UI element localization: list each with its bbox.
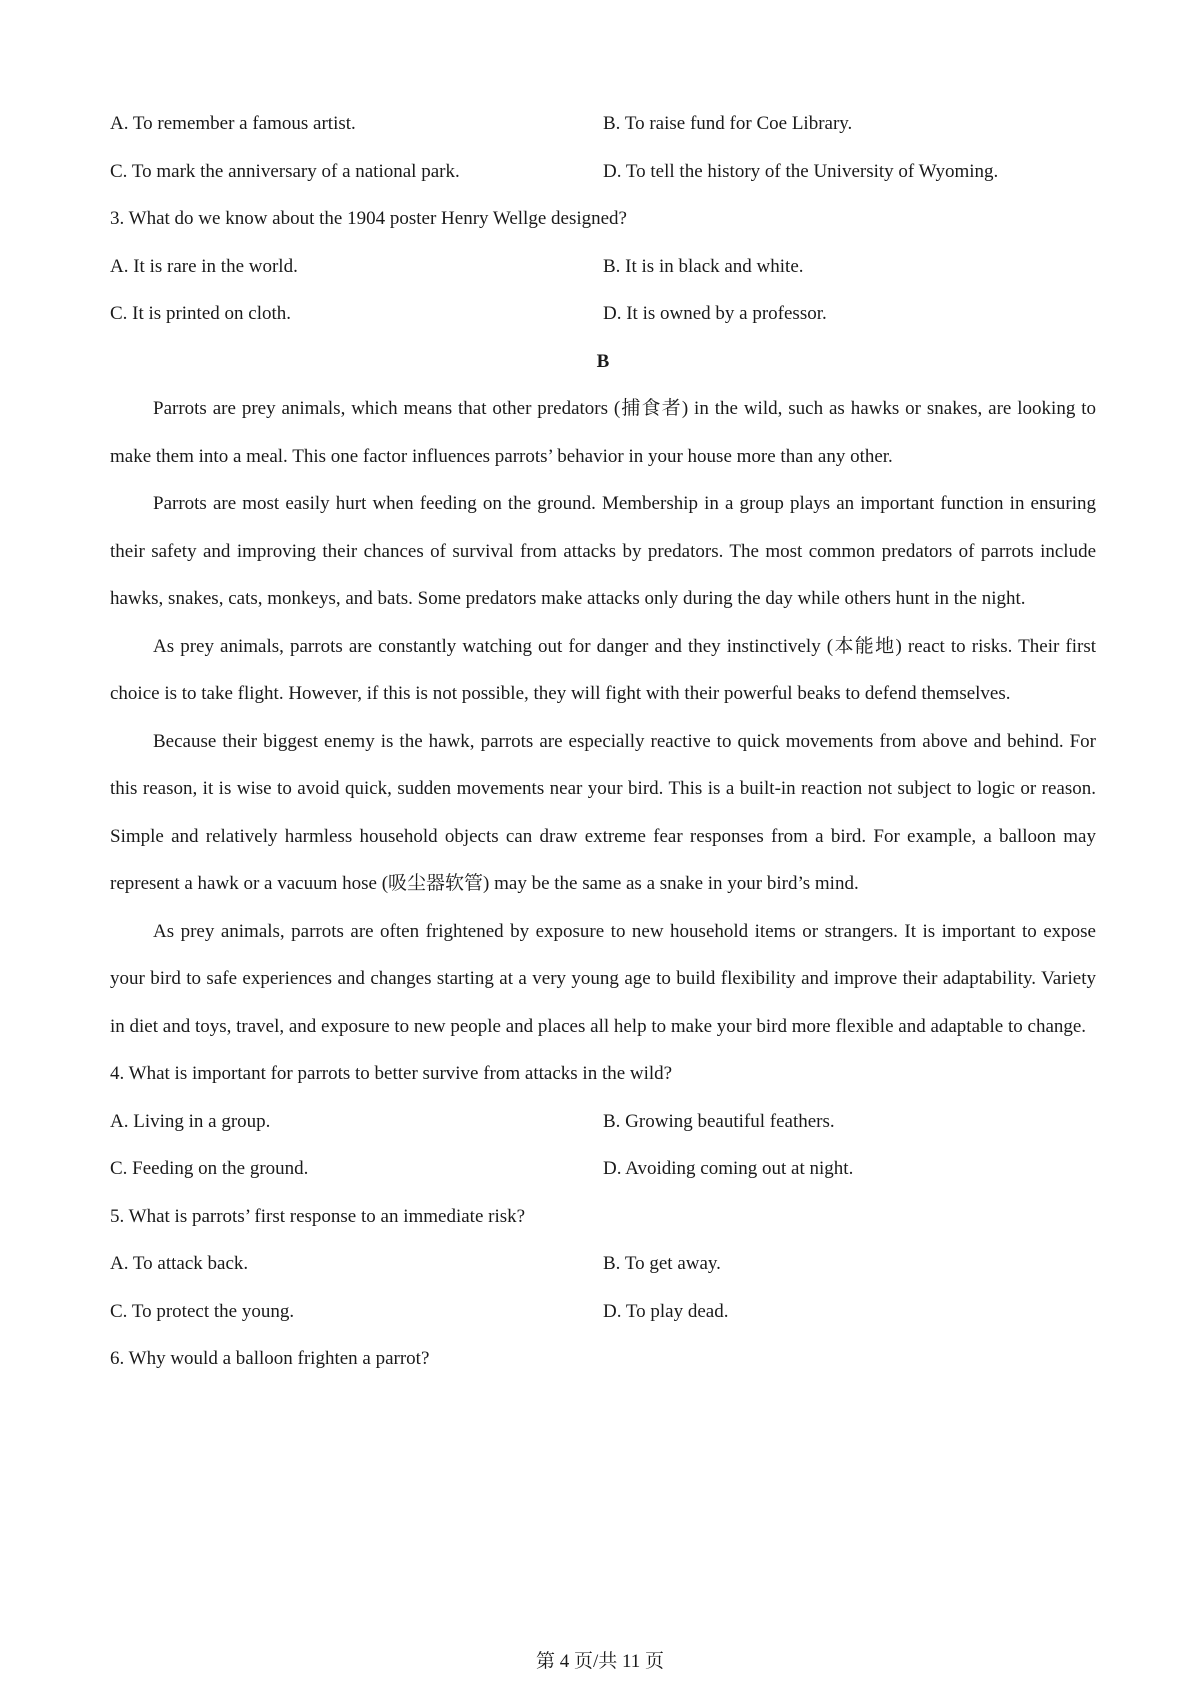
exam-page xyxy=(110,100,1096,1383)
q4-question: 4. What is important for parrots to better survive from attacks in the wild? xyxy=(110,1063,673,1084)
q3-option-a: A. It is rare in the world. xyxy=(110,255,298,277)
q5-question: 5. What is parrots’ first response to an immediate risk? xyxy=(110,1205,526,1227)
page-number-footer: 第 4 页/共 11 页 xyxy=(535,1651,665,1672)
passage-paragraph-2: Parrots are most easily hurt when feeding on the ground. Membership in a group plays an important function in ensuring their safety and improving their chances of survival from attacks by predators. The most common predators of parrots include hawks, snakes, cats, monkeys, and bats. Some predators make attacks only during the day while others hunt in the night. xyxy=(110,493,1096,609)
q2-options-row-2 xyxy=(110,148,1096,196)
q4-options-row-1 xyxy=(110,1098,1096,1146)
q5-options-row-2 xyxy=(110,1288,1096,1336)
q3-option-c: C. It is printed on cloth. xyxy=(110,303,292,324)
q2-option-c: C. To mark the anniversary of a national park. xyxy=(110,160,460,182)
passage-paragraph-4: Because their biggest enemy is the hawk, parrots are especially reactive to quick movements from above and behind. For this reason, it is wise to avoid quick, sudden movements near your bird. This is a built-in reaction not subject to logic or reason. Simple and relatively harmless household objects can draw extreme fear responses from a bird. For example, a balloon may represent a hawk or a vacuum hose (吸尘器软管) may be the same as a snake in your bird’s mind. xyxy=(110,730,1096,894)
q4-option-b: B. Growing beautiful feathers. xyxy=(603,1110,835,1132)
q2-option-d: D. To tell the history of the University of Wyoming. xyxy=(603,160,999,182)
q5-option-b: B. To get away. xyxy=(603,1253,721,1274)
passage-paragraph-3: As prey animals, parrots are constantly watching out for danger and they instinctively (本能地) react to risks. Their first choice is to take flight. However, if this is not possible, they will fight with their powerful beaks to defend themselves. xyxy=(110,635,1096,704)
section-title: B xyxy=(596,350,610,372)
q3-options-row-1 xyxy=(110,243,1096,291)
q5-option-d: D. To play dead. xyxy=(603,1300,729,1322)
q4-option-a: A. Living in a group. xyxy=(110,1110,271,1132)
q3-options-row-2 xyxy=(110,290,1096,338)
q5-options-row-1 xyxy=(110,1240,1096,1288)
q2-option-a: A. To remember a famous artist. xyxy=(110,113,356,134)
q5-option-a: A. To attack back. xyxy=(110,1253,249,1274)
q4-options-row-2 xyxy=(110,1145,1096,1193)
q3-option-b: B. It is in black and white. xyxy=(603,255,804,277)
passage-paragraph-1: Parrots are prey animals, which means that other predators (捕食者) in the wild, such as hawks or snakes, are looking to make them into a meal. This one factor influences parrots’ behavior in your house more than any other. xyxy=(110,398,1096,467)
q3-option-d: D. It is owned by a professor. xyxy=(603,303,827,324)
q5-option-c: C. To protect the young. xyxy=(110,1300,295,1322)
q6-question: 6. Why would a balloon frighten a parrot? xyxy=(110,1348,430,1369)
q4-option-c: C. Feeding on the ground. xyxy=(110,1158,309,1179)
q4-option-d: D. Avoiding coming out at night. xyxy=(603,1158,854,1179)
passage-paragraph-5: As prey animals, parrots are often frightened by exposure to new household items or strangers. It is important to expose your bird to safe experiences and changes starting at a very young age to build flexibility and improve their adaptability. Variety in diet and toys, travel, and exposure to new people and places all help to make your bird more flexible and adaptable to change. xyxy=(110,920,1096,1037)
q3-question: 3. What do we know about the 1904 poster Henry Wellge designed? xyxy=(110,208,627,229)
q2-options-row-1 xyxy=(110,100,1096,148)
q2-option-b: B. To raise fund for Coe Library. xyxy=(603,113,853,134)
